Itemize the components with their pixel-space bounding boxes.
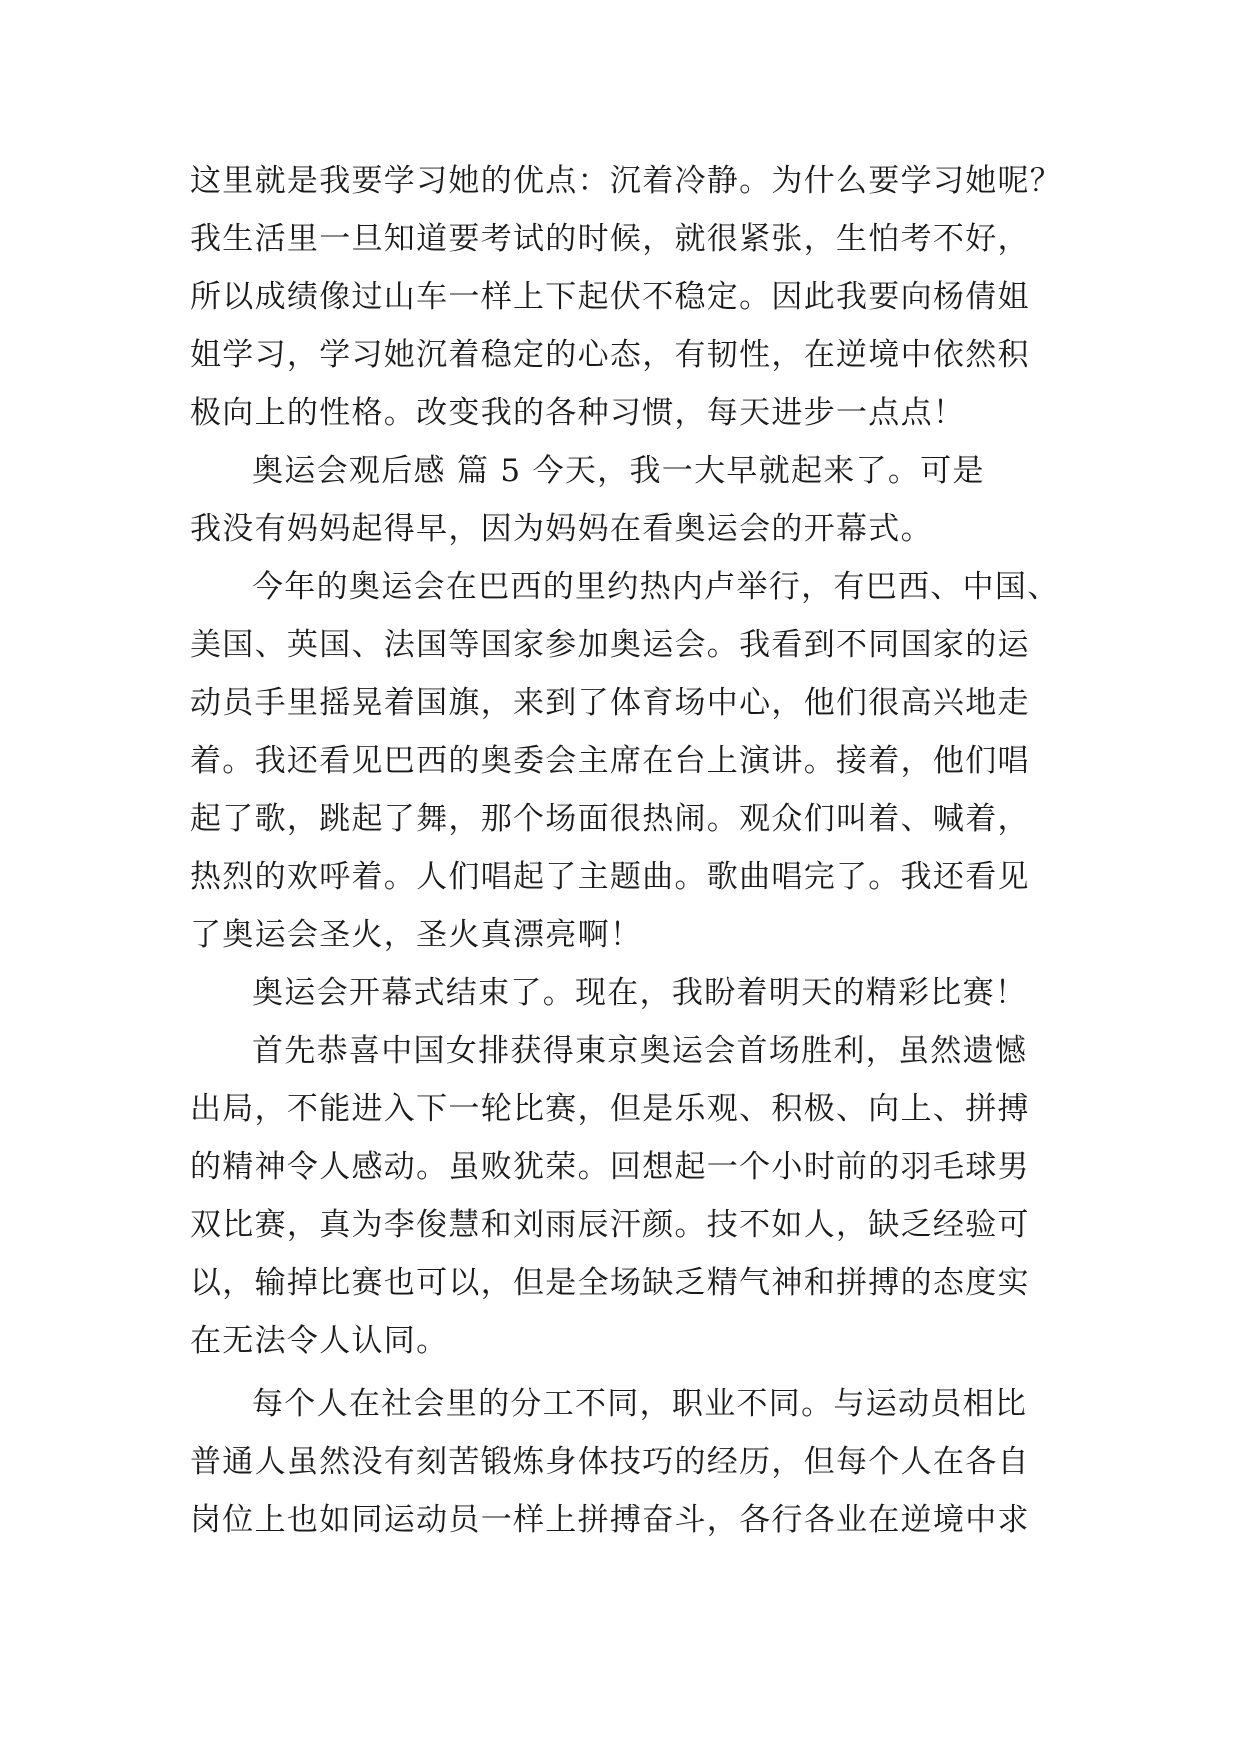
section-heading-line: 奥运会观后感 篇 5 今天，我一大早就起来了。可是	[252, 453, 985, 489]
body-text-line: 动员手里摇晃着国旗，来到了体育场中心，他们很高兴地走	[190, 685, 1030, 721]
body-text-line: 着。我还看见巴西的奥委会主席在台上演讲。接着，他们唱	[190, 743, 1030, 779]
body-text-line: 出局，不能进入下一轮比赛，但是乐观、积极、向上、拼搏	[190, 1091, 1030, 1127]
paragraph-start-line: 奥运会开幕式结束了。现在，我盼着明天的精彩比赛！	[252, 975, 1028, 1011]
body-text-line: 以，输掉比赛也可以，但是全场缺乏精气神和拼搏的态度实	[190, 1265, 1030, 1301]
body-text-line: 在无法令人认同。	[190, 1323, 449, 1359]
body-text-line: 双比赛，真为李俊慧和刘雨辰汗颜。技不如人，缺乏经验可	[190, 1207, 1030, 1243]
body-text-line: 热烈的欢呼着。人们唱起了主题曲。歌曲唱完了。我还看见	[190, 859, 1030, 895]
body-text-line: 岗位上也如同运动员一样上拼搏奋斗，各行各业在逆境中求	[190, 1502, 1030, 1538]
paragraph-start-line: 今年的奥运会在巴西的里约热内卢举行，有巴西、中国、	[252, 569, 1060, 605]
paragraph-start-line: 首先恭喜中国女排获得東京奥运会首场胜利，虽然遗憾	[252, 1033, 1028, 1069]
body-text-line: 我生活里一旦知道要考试的时候，就很紧张，生怕考不好，	[190, 221, 1030, 257]
body-text-line: 的精神令人感动。虽败犹荣。回想起一个小时前的羽毛球男	[190, 1149, 1030, 1185]
body-text-line: 了奥运会圣火，圣火真漂亮啊！	[190, 917, 643, 953]
paragraph-start-line: 每个人在社会里的分工不同，职业不同。与运动员相比	[252, 1386, 1028, 1422]
body-text-line: 我没有妈妈起得早，因为妈妈在看奥运会的开幕式。	[190, 511, 933, 547]
body-text-line: 普通人虽然没有刻苦锻炼身体技巧的经历，但每个人在各自	[190, 1444, 1030, 1480]
body-text-line: 美国、英国、法国等国家参加奥运会。我看到不同国家的运	[190, 627, 1030, 663]
body-text-line: 这里就是我要学习她的优点：沉着冷静。为什么要学习她呢？	[190, 163, 1063, 199]
body-text-line: 起了歌，跳起了舞，那个场面很热闹。观众们叫着、喊着，	[190, 801, 1030, 837]
body-text-line: 所以成绩像过山车一样上下起伏不稳定。因此我要向杨倩姐	[190, 279, 1030, 315]
body-text-line: 姐学习，学习她沉着稳定的心态，有韧性，在逆境中依然积	[190, 337, 1030, 373]
body-text-line: 极向上的性格。改变我的各种习惯，每天进步一点点！	[190, 395, 966, 431]
